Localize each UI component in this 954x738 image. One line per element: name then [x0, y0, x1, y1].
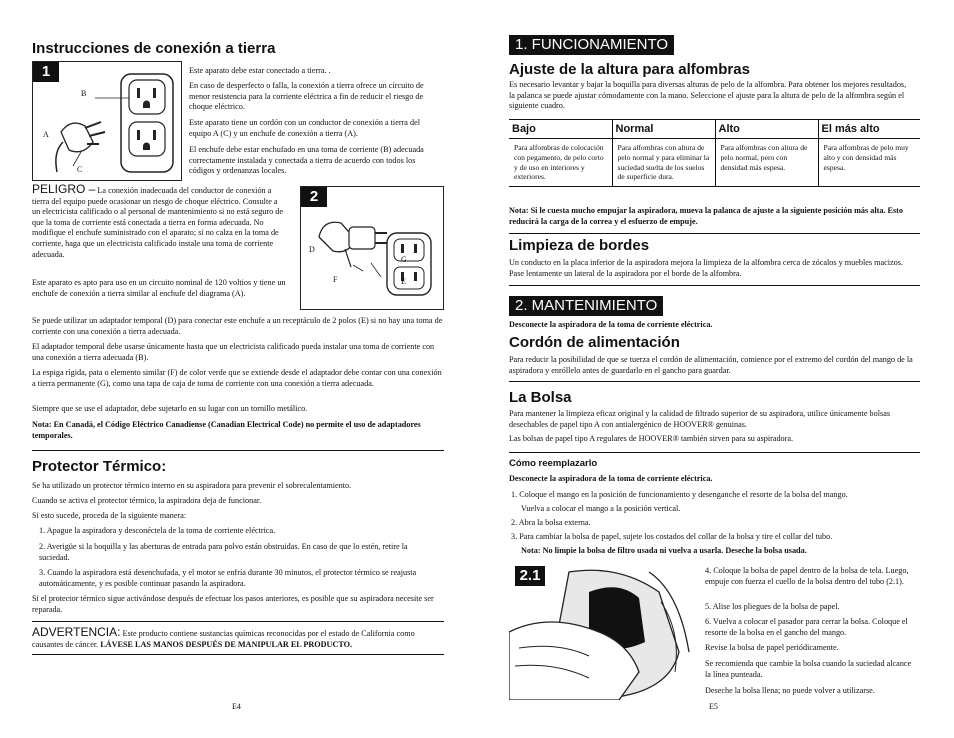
peligro-text: La conexión inadecuada del conductor de conexión a tierra del equipo puede ocasionar un riesgo de choque eléctrico. Consulte a un electricista calificado o al personal de mantenimiento si no está seguro de que la toma de corriente está conectada a tierra en forma adecuada. No modifique el enchufe suministrado con el aparato; si no calza en la toma de corriente, haga que un electricista calificado instale una toma de corriente adecuada. [32, 186, 283, 259]
thermal-title: Protector Térmico: [32, 458, 167, 475]
carpet-height-table [509, 119, 920, 187]
replace-step-1: 1. Coloque el mango en la posición de funcionamiento y desenganche el resorte de la bolsa del mango. [511, 490, 848, 499]
bag-paragraph-1: Para mantener la limpieza eficaz original y la calidad de filtrado superior de su aspiradora, utilice únicamente bolsas desechables de papel tipo A con antialergénico de HOOVER® genuinas. [509, 409, 891, 429]
table-cell-normal: Para alfombras con altura de pelo normal y para eliminar la suciedad suelta de los suelos de superficie dura. [612, 139, 715, 187]
replace-step-5: 5. Alise los pliegues de la bolsa de papel. [705, 602, 840, 611]
adapter-paragraph-1: Se puede utilizar un adaptador temporal (D) para conectar este enchufe a un receptáculo de 2 polos (E) si no hay una toma de corriente con una conexión a tierra adecuada. [32, 316, 443, 336]
replace-step-1-continued: Vuelva a colocar el mango a la posición vertical. [521, 504, 681, 513]
page-number-right: E5 [709, 702, 718, 711]
section-1-banner: 1. FUNCIONAMIENTO [509, 35, 674, 55]
edge-cleaning-paragraph: Un conducto en la placa inferior de la aspiradora mejora la limpieza de la alfombra cerca de zócalos y muebles macizos. Pase lentamente un lateral de la aspiradora por el borde de la alfombra. [509, 258, 903, 278]
ground-paragraph-2: En caso de desperfecto o falla, la conexión a tierra ofrece un circuito de menor resistencia para la corriente eléctrica a fin de reducir el riesgo de choque eléctrico. [189, 81, 424, 112]
bag-divider [509, 381, 920, 382]
replace-step-3: 3. Para cambiar la bolsa de papel, sujete los costados del collar de la bolsa y tire el collar del tubo. [511, 532, 833, 541]
replace-step-2: 2. Abra la bolsa externa. [511, 518, 591, 527]
figure-2-label-e: E [401, 277, 406, 286]
thermal-divider [32, 450, 444, 451]
table-cell-alto: Para alfombras con altura de pelo normal, pero con densidad más espesa. [715, 139, 818, 187]
replace-divider [509, 452, 920, 453]
figure-2-number: 2 [301, 187, 327, 207]
adapter-illustration [301, 187, 443, 309]
figure-2-label-f: F [333, 275, 338, 284]
peligro-warning [32, 184, 286, 260]
check-bag-paragraph: Revise la bolsa de papel periódicamente. [705, 643, 839, 652]
advertencia-label: ADVERTENCIA: [32, 625, 121, 639]
bag-paragraph-2: Las bolsas de papel tipo A regulares de HOOVER® también sirven para su aspiradora. [509, 434, 794, 443]
cord-title: Cordón de alimentación [509, 334, 680, 351]
page-number-left: E4 [232, 702, 241, 711]
figure-2-label-g: G [401, 255, 407, 264]
ground-title: Instrucciones de conexión a tierra [32, 40, 276, 57]
figure-1-label-a: A [43, 130, 49, 139]
edge-divider [509, 233, 920, 234]
recommend-paragraph: Se recomienda que cambie la bolsa cuando la suciedad alcance la línea punteada. [705, 659, 912, 679]
adapter-paragraph-3: La espiga rígida, pata o elemento similar (F) de color verde que se extiende desde el adaptador debe contar con una conexión a tierra permanente (G), como una tapa de caja de toma de corriente con una conexión a tierra adecuada. [32, 368, 442, 388]
thermal-paragraph-4: Si el protector térmico sigue activándose después de efectuar los pasos anteriores, es posible que su aspiradora necesite ser reparada. [32, 594, 434, 614]
advertencia-text: Este producto contiene sustancias químicas reconocidas por el estado de California como causantes de cáncer. [32, 629, 415, 649]
table-header-row [509, 120, 920, 139]
table-cell-el-mas-alto: Para alfombras de pelo muy alto y con densidad más espesa. [818, 139, 920, 187]
figure-1-number: 1 [33, 62, 59, 82]
replace-step-4: 4. Coloque la bolsa de papel dentro de la bolsa de tela. Luego, empuje con fuerza el cuello de la bolsa dentro del tubo (2.1). [705, 566, 909, 586]
height-adjust-paragraph: Es necesario levantar y bajar la boquilla para diversas alturas de pelo de la alfombra. Para obtener los mejores resultados, la palanca se puede ajustar cómodamente con la mano. Seleccione el ajuste para la altura de pelo de la alfombra según el siguiente cuadro. [509, 80, 907, 111]
height-adjust-title: Ajuste de la altura para alfombras [509, 61, 750, 78]
table-header-alto: Alto [715, 120, 818, 139]
replace-title: Cómo reemplazarlo [509, 458, 598, 469]
peligro-label: PELIGRO – [32, 182, 96, 196]
canada-note: Nota: En Canadá, el Código Eléctrico Canadiense (Canadian Electrical Code) no permite el uso de adaptadores temporales. [32, 420, 421, 440]
table-header-normal: Normal [612, 120, 715, 139]
edge-cleaning-title: Limpieza de bordes [509, 237, 650, 254]
ground-paragraph-3: Este aparato tiene un cordón con un conductor de conexión a tierra del equipo A (C) y un enchufe de conexión a tierra (A). [189, 118, 420, 138]
thermal-paragraph-2: Cuando se activa el protector térmico, la aspiradora deja de funcionar. [32, 496, 262, 505]
thermal-step-3: 3. Cuando la aspiradora está desenchufada, y el motor se enfría durante 30 minutos, el protector térmico se reajusta automáticamente, y es posible continuar pasando la aspiradora. [39, 568, 417, 588]
figure-2-label-d: D [309, 245, 315, 254]
figure-2 [300, 186, 444, 310]
advertencia-warning [32, 627, 444, 650]
disconnect-note-2: Desconecte la aspiradora de la toma de corriente eléctrica. [509, 474, 713, 483]
advert-divider-bottom [32, 654, 444, 655]
thermal-paragraph-3: Si esto sucede, proceda de la siguiente manera: [32, 511, 187, 520]
ground-paragraph-1: Este aparato debe estar conectado a tierra. . [189, 66, 331, 75]
table-header-bajo: Bajo [509, 120, 612, 139]
adapter-paragraph-4: Siempre que se use el adaptador, debe sujetarlo en su lugar con un tornillo metálico. [32, 404, 308, 413]
replace-step-6: 6. Vuelva a colocar el pasador para cerrar la bolsa. Coloque el resorte de la bolsa en el gancho del mango. [705, 617, 908, 637]
table-note: Nota: Si le cuesta mucho empujar la aspiradora, mueva la palanca de ajuste a la siguiente posición más alta. Esto reducirá la carga de la correa y el esfuerzo de empuje. [509, 206, 903, 226]
advert-divider-top [32, 621, 444, 622]
replace-note: Nota: No limpie la bolsa de filtro usada ni vuelva a usarla. Deseche la bolsa usada. [521, 546, 807, 555]
table-cell-bajo: Para alfombras de colocación con pegamento, de pelo corto y de uso en interiores y exteriores. [509, 139, 612, 187]
thermal-step-1: 1. Apague la aspiradora y desconéctela de la toma de corriente eléctrica. [39, 526, 276, 535]
ground-paragraph-4: El enchufe debe estar enchufado en una toma de corriente (B) adecuada correctamente instalada y conectada a tierra de acuerdo con todos los códigos y ordenanzas locales. [189, 145, 424, 176]
disconnect-note-1: Desconecte la aspiradora de la toma de corriente eléctrica. [509, 320, 713, 329]
grounding-plug-illustration [33, 62, 181, 180]
figure-2-1-number: 2.1 [515, 566, 545, 586]
thermal-step-2: 2. Averigüe si la boquilla y las aberturas de entrada para polvo están obstruidas. En caso de que lo estén, retire la suciedad. [39, 542, 408, 562]
figure-1-label-c: C [77, 165, 83, 174]
thermal-paragraph-1: Se ha utilizado un protector térmico interno en su aspiradora para prevenir el sobrecalentamiento. [32, 481, 352, 490]
maintenance-divider [509, 285, 920, 286]
table-header-el-mas-alto: El más alto [818, 120, 920, 139]
figure-1 [32, 61, 182, 181]
bag-title: La Bolsa [509, 389, 572, 406]
figure-1-label-b: B [81, 89, 87, 98]
section-2-banner: 2. MANTENIMIENTO [509, 296, 663, 316]
adapter-paragraph-2: El adaptador temporal debe usarse únicamente hasta que un electricista calificado pueda instalar una toma de corriente con una conexión a tierra adecuada (B). [32, 342, 435, 362]
figure-2-1 [509, 562, 692, 700]
table-row [509, 139, 920, 187]
discard-paragraph: Deseche la bolsa llena; no puede volver a utilizarse. [705, 686, 875, 695]
cord-paragraph: Para reducir la posibilidad de que se tuerza el cordón de alimentación, comience por el extremo del cordón del mango de la aspiradora y enróllelo antes de guardarlo en el gancho para guardar. [509, 355, 913, 375]
voltage-paragraph: Este aparato es apto para uso en un circuito nominal de 120 voltios y tiene un enchufe de conexión a tierra similar al enchufe del diagrama (A). [32, 278, 286, 298]
advertencia-bold: LÁVESE LAS MANOS DESPUÉS DE MANIPULAR EL PRODUCTO. [100, 639, 353, 649]
